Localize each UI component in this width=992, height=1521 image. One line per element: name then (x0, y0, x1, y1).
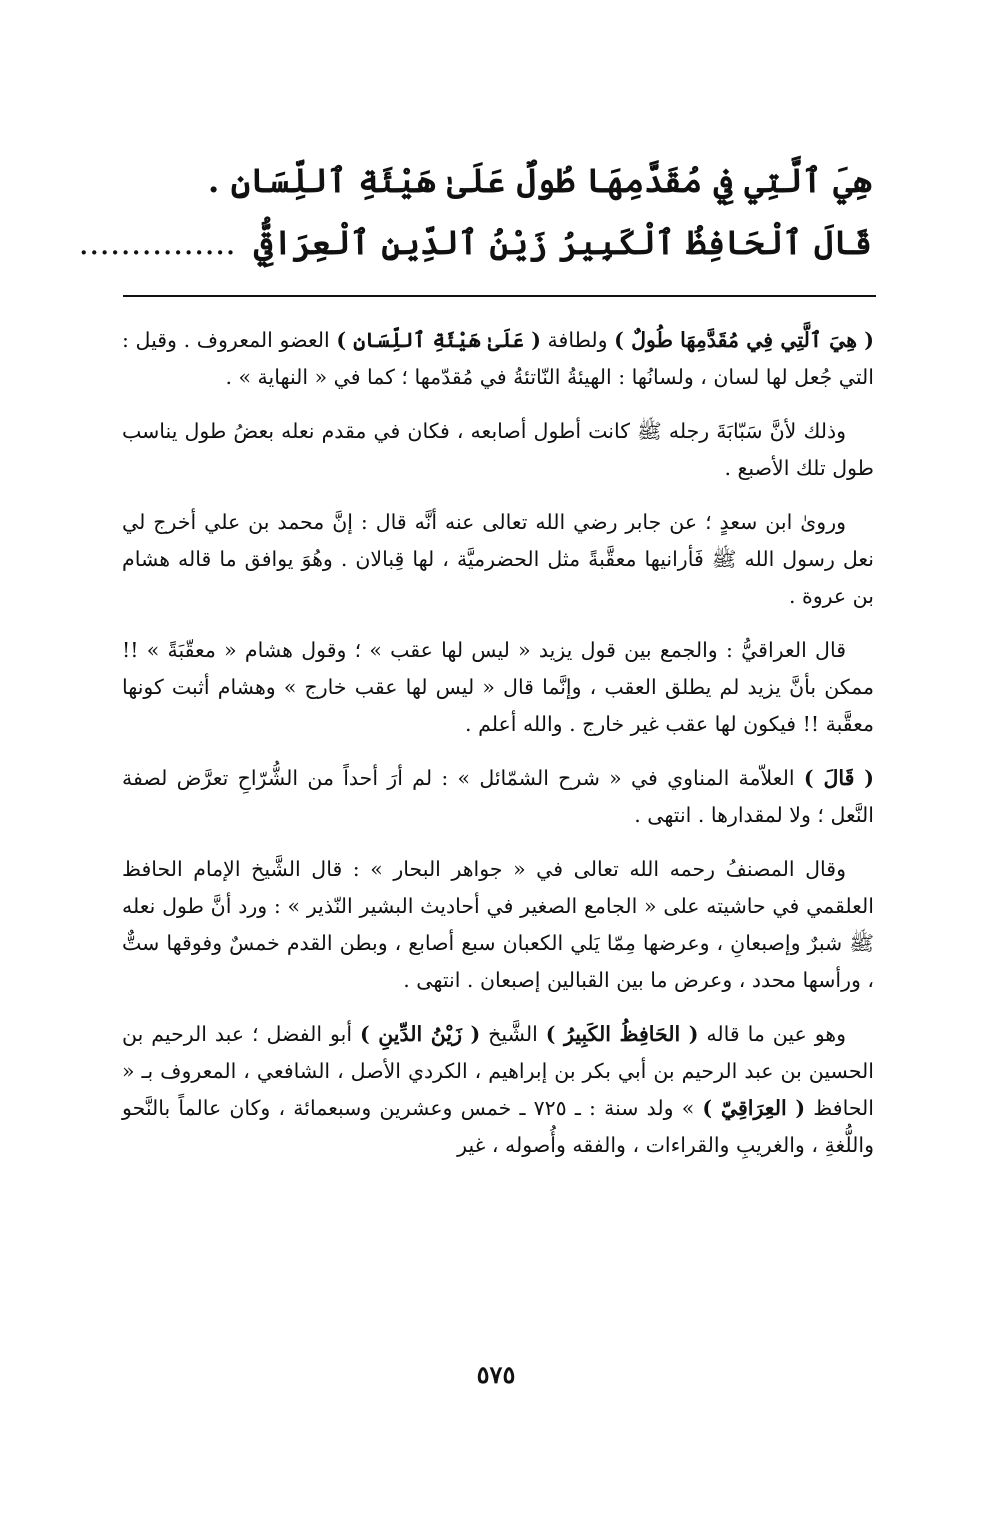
paragraph-text: أبو الفضل ؛ عبد الرحيم بن الحسين بن عبد الرحيم بن أبي بكر بن إبراهيم ، الكردي الأصل ، الشافعي ، المعروف بـ « الحافظ (122, 1022, 874, 1120)
commentary-paragraph-1 (122, 322, 874, 396)
commentary-paragraph-4: قال العراقيُّ : والجمع بين قول يزيد « ليس لها عقب » ؛ وقول هشام « معقّبَةً » !! ممكن بأنَّ يزيد لم يطلق العقب ، وإنَّما قال « ليس لها عقب خارج » وهشام أثبت كونها معقَّبة !! فيكون لها عقب غير خارج . والله أعلم . (122, 638, 874, 736)
paragraph-text: العلاّمة المناوي في « شرح الشمّائل » : لم أرَ أحداً من الشُّرّاحِ تعرَّض لصفة النَّعل ؛ ولا لمقدارها . انتهى . (122, 766, 874, 827)
commentary-paragraph-5 (122, 760, 874, 834)
quote-matn: ( هِيَ ٱلَّتِي فِي مُقَدَّمِهَا طُولٌ ) (614, 328, 874, 352)
commentary-paragraph-6: وقال المصنفُ رحمه الله تعالى في « جواهر البحار » : قال الشَّيخ الإمام الحافظ العلقمي في حاشيته على « الجامع الصغير في أحاديث البشير النّذير » : ورد أنَّ طول نعله ﷺ شبرٌ وإصبعانِ ، وعرضها مِمّا يَلي الكعبان سبع أصابع ، وبطن القدم خمسٌ وفوقها ستٌّ ، ورأسها محدد ، وعرض ما بين القبالين إصبعان . انتهى . (122, 857, 874, 992)
paragraph-text: ولطافة (540, 328, 615, 352)
paragraph-text: الشَّيخ (480, 1022, 546, 1046)
matn-dots: ............... (78, 223, 236, 262)
matn-line-1: هِيَ ٱلَّتِي فِي مُقَدَّمِهَا طُولٌ عَلَىٰ هَيْئَةِ ٱللِّسَانِ . (207, 161, 872, 200)
quote-matn: ( قَالَ ) (803, 766, 874, 790)
paragraph-text: وهو عين ما قاله (698, 1022, 846, 1046)
paragraph-text: العضو المعروف . وقيل : التي جُعل لها لسان ، ولسانُها : الهيئةُ النّاتئةُ في مُقدّمها ؛ كما في « النهاية » . (122, 328, 874, 389)
quote-matn: ( العِرَاقِيّ ) (702, 1096, 806, 1120)
paragraph-text: » ولد سنة : ـ ٧٢٥ ـ خمس وعشرين وسبعمائة ، وكان عالماً بالنَّحو واللُّغةِ ، والغريبِ والقراءات ، والفقه وأُصوله ، غير (122, 1096, 874, 1157)
page-number: ٥٧٥ (476, 1360, 516, 1389)
matn-block (78, 150, 872, 274)
quote-matn: ( زَيْنُ الدِّينِ ) (359, 1022, 481, 1046)
matn-line-2-text: قَالَ ٱلْحَافِظُ ٱلْكَبِيرُ زَيْنُ ٱلدِّينِ ٱلْعِرَاقِيُّ (253, 223, 872, 262)
quote-matn: ( الحَافِظُ الكَبِيرُ ) (545, 1022, 699, 1046)
matn-line-2 (78, 212, 872, 274)
commentary-paragraph-2: وذلك لأنَّ سَبّابَةَ رجله ﷺ كانت أطول أصابعه ، فكان في مقدم نعله بعضُ طول يناسب طول تلك الأصبع . (122, 419, 874, 480)
commentary-paragraph-7 (122, 1016, 874, 1164)
section-divider (123, 295, 876, 297)
commentary-paragraph-3: وروىٰ ابن سعدٍ ؛ عن جابر رضي الله تعالى عنه أنَّه قال : إنَّ محمد بن علي أخرج لي نعل رسول الله ﷺ فَأرانيها معقَّبةً مثل الحضرميَّة ، لها قِبالان . وهُوَ يوافق ما قاله هشام بن عروة . (122, 510, 874, 608)
quote-matn: ( عَلَىٰ هَيْئَةِ ٱللِّسَانِ ) (336, 328, 541, 352)
commentary-block (122, 322, 874, 1181)
